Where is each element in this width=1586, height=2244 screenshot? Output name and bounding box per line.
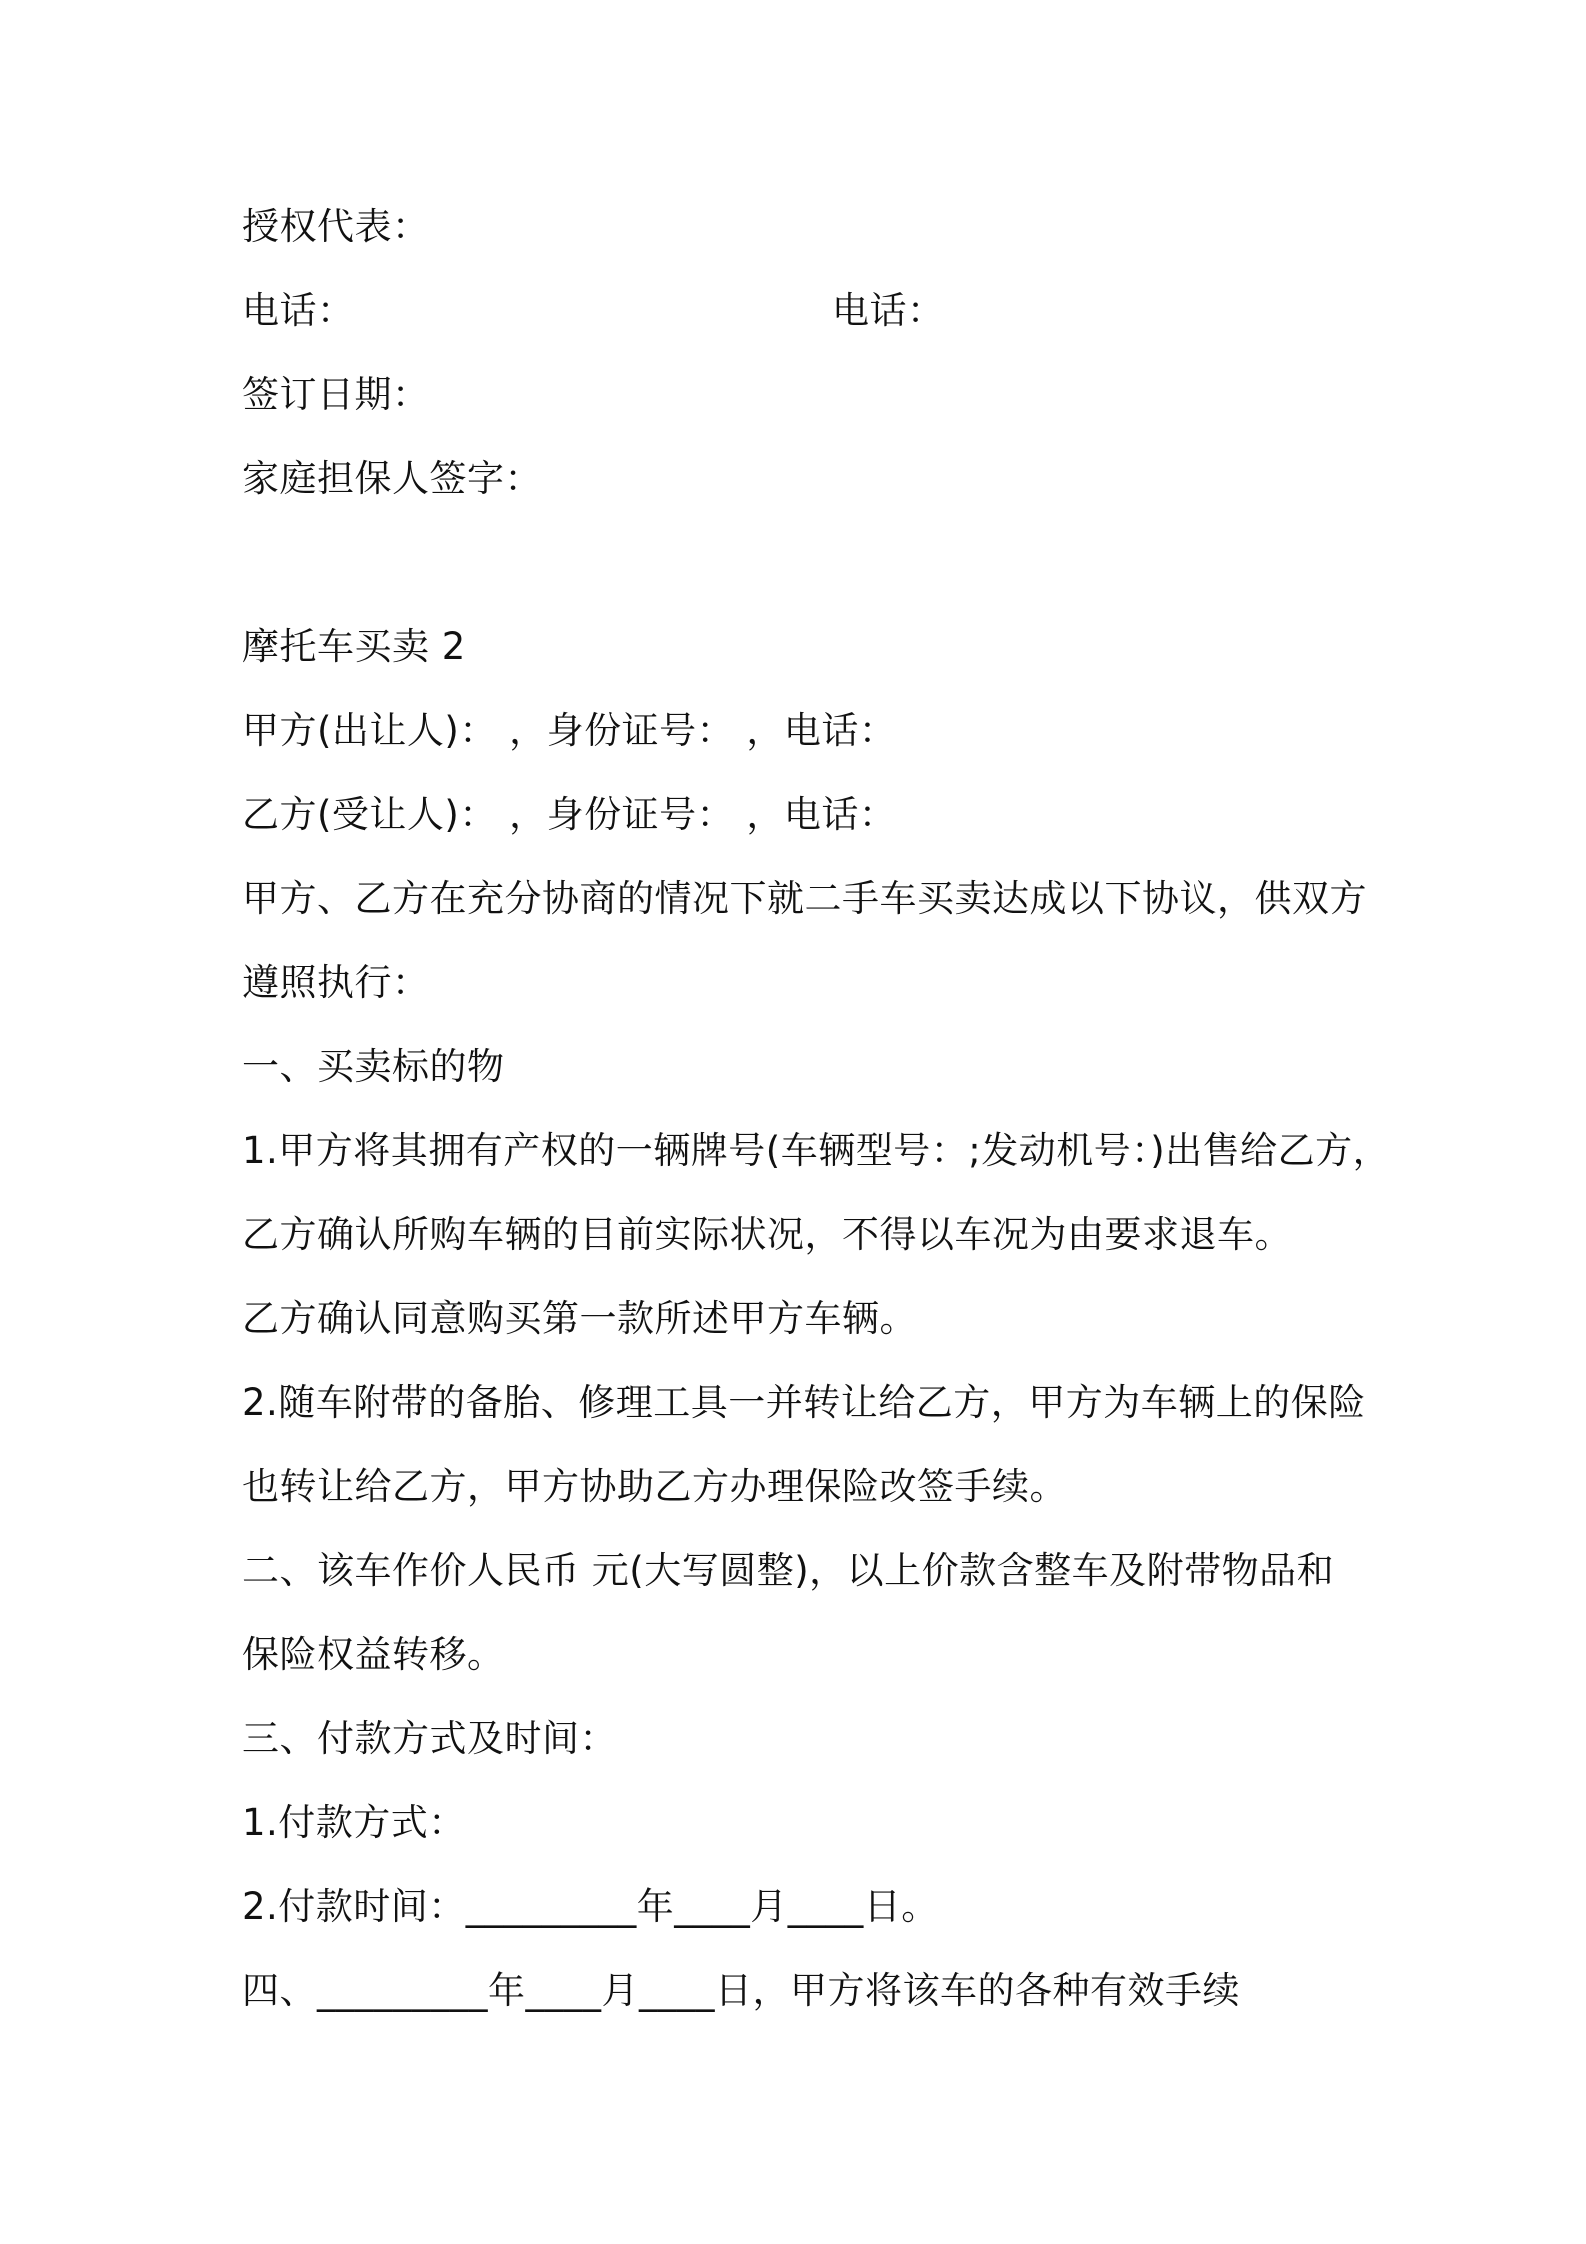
- sign-date-label: 签订日期：: [242, 373, 430, 416]
- section-2-line-2: 保险权益转移。: [242, 1633, 505, 1676]
- contract-title: 摩托车买卖 2: [242, 625, 466, 668]
- item-1-line-3: 乙方确认同意购买第一款所述甲方车辆。: [242, 1297, 917, 1340]
- item-2-line-2: 也转让给乙方，甲方协助乙方办理保险改签手续。: [242, 1465, 1067, 1508]
- payment-time-line: 2.付款时间：_________年____月____日。: [242, 1885, 939, 1928]
- authorized-rep-label: 授权代表：: [242, 205, 430, 248]
- section-3-title: 三、付款方式及时间：: [242, 1717, 617, 1760]
- item-1-line-2: 乙方确认所购车辆的目前实际状况，不得以车况为由要求退车。: [242, 1213, 1292, 1256]
- party-a-line: 甲方(出让人)： ，身份证号： ，电话：: [242, 709, 897, 752]
- preamble-line-1: 甲方、乙方在充分协商的情况下就二手车买卖达成以下协议，供双方: [242, 877, 1367, 920]
- phone-label-left: 电话：: [242, 289, 355, 332]
- payment-method-line: 1.付款方式：: [242, 1801, 466, 1844]
- section-2-line-1: 二、该车作价人民币 元(大写圆整)，以上价款含整车及附带物品和: [242, 1549, 1335, 1592]
- guarantor-signature-label: 家庭担保人签字：: [242, 457, 542, 500]
- preamble-line-2: 遵照执行：: [242, 961, 430, 1004]
- section-4-line: 四、_________年____月____日，甲方将该车的各种有效手续: [242, 1969, 1240, 2012]
- section-1-title: 一、买卖标的物: [242, 1045, 505, 1088]
- party-b-line: 乙方(受让人)： ，身份证号： ，电话：: [242, 793, 897, 836]
- phone-label-right: 电话：: [832, 289, 945, 332]
- item-2-line-1: 2.随车附带的备胎、修理工具一并转让给乙方，甲方为车辆上的保险: [242, 1381, 1366, 1424]
- item-1-line-1: 1.甲方将其拥有产权的一辆牌号(车辆型号：;发动机号：)出售给乙方，: [242, 1129, 1391, 1172]
